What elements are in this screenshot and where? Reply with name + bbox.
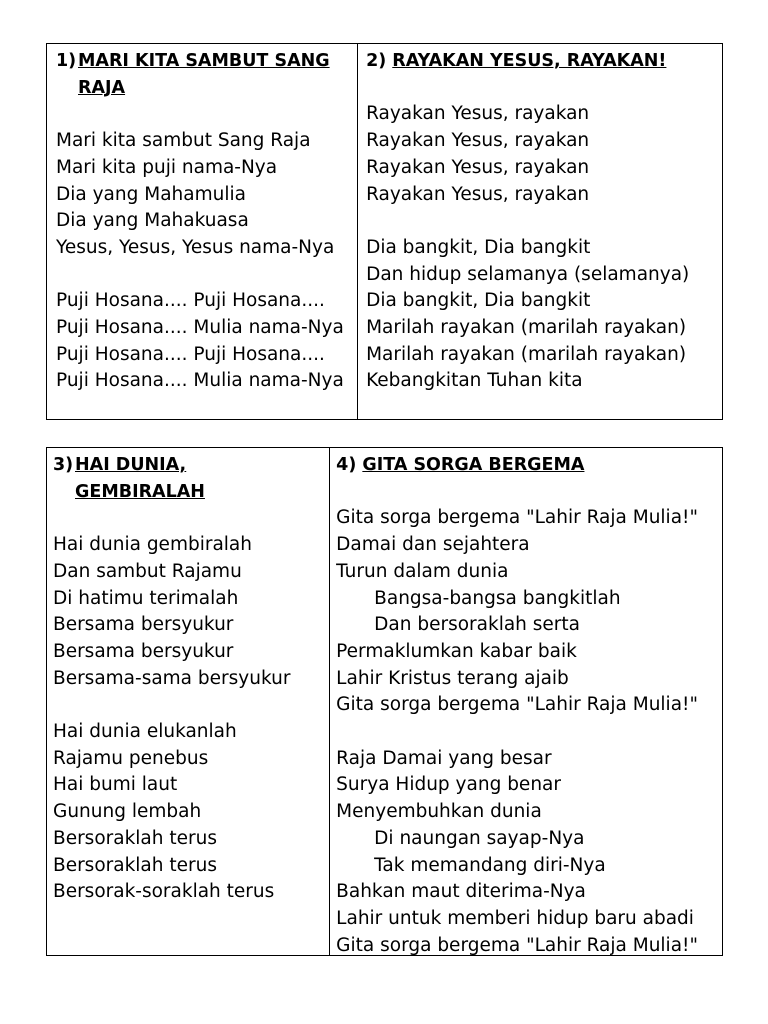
song-4-line: Damai dan sejahtera	[336, 534, 530, 556]
song-table-top	[46, 43, 723, 420]
song-2-line: Marilah rayakan (marilah rayakan)	[366, 343, 687, 365]
song-3-cell	[47, 448, 330, 955]
song-3-line: Bersama bersyukur	[53, 640, 234, 662]
song-2-line: Rayakan Yesus, rayakan	[366, 183, 590, 205]
song-4-line: Tak memandang diri-Nya	[374, 854, 606, 876]
song-3-line: Bersoraklah terus	[53, 827, 217, 849]
song-1-line: Puji Hosana.... Puji Hosana....	[56, 290, 325, 312]
song-3-line: Bersama bersyukur	[53, 614, 234, 636]
song-2-line: Dia bangkit, Dia bangkit	[366, 236, 591, 258]
song-3-number: 3)	[53, 455, 74, 475]
song-2-line: Rayakan Yesus, rayakan	[366, 103, 590, 125]
song-4-line: Raja Damai yang besar	[336, 747, 552, 769]
song-4-line: Gita sorga bergema "Lahir Raja Mulia!"	[336, 934, 698, 956]
song-3-line: Bersama-sama bersyukur	[53, 667, 291, 689]
song-4-line: Surya Hidup yang benar	[336, 774, 561, 796]
song-1-number: 1)	[56, 51, 77, 71]
song-4-line: Lahir Kristus terang ajaib	[336, 667, 569, 689]
song-4-line: Bahkan maut diterima-Nya	[336, 881, 586, 903]
song-1-line: Mari kita puji nama-Nya	[56, 156, 278, 178]
song-4-line: Turun dalam dunia	[336, 560, 509, 582]
song-1-line: Puji Hosana.... Mulia nama-Nya	[56, 370, 344, 392]
song-3-line: Hai dunia gembiralah	[53, 534, 252, 556]
song-1-heading	[56, 48, 357, 101]
song-4-line: Dan bersoraklah serta	[374, 614, 581, 636]
song-3-line: Dan sambut Rajamu	[53, 560, 242, 582]
song-4-line: Gita sorga bergema "Lahir Raja Mulia!"	[336, 507, 698, 529]
song-1-line: Puji Hosana.... Puji Hosana....	[56, 343, 325, 365]
song-3-line: Gunung lembah	[53, 801, 202, 823]
song-1-line: Puji Hosana.... Mulia nama-Nya	[56, 317, 344, 338]
song-4-line: Lahir untuk memberi hidup baru abadi	[336, 907, 694, 929]
song-2-title: RAYAKAN YESUS, RAYAKAN!	[392, 51, 667, 71]
song-2-line: Dan hidup selamanya (selamanya)	[366, 263, 690, 285]
song-1-line: Yesus, Yesus, Yesus nama-Nya	[56, 236, 335, 258]
song-4-line: Permaklumkan kabar baik	[336, 640, 577, 662]
song-3-heading	[53, 452, 329, 505]
song-1-cell	[47, 44, 358, 419]
song-1-line: Dia yang Mahamulia	[56, 183, 246, 205]
song-3-line: Bersoraklah terus	[53, 854, 217, 876]
song-2-line: Dia bangkit, Dia bangkit	[366, 290, 591, 312]
song-4-heading	[336, 452, 722, 479]
song-4-line: Gita sorga bergema "Lahir Raja Mulia!"	[336, 694, 698, 716]
song-2-number: 2)	[366, 51, 387, 71]
song-3-line: Rajamu penebus	[53, 747, 209, 769]
song-3-line: Bersorak-soraklah terus	[53, 881, 275, 903]
song-4-line: Menyembuhkan dunia	[336, 801, 542, 823]
song-4-cell	[330, 448, 722, 955]
song-2-line: Marilah rayakan (marilah rayakan)	[366, 317, 687, 338]
song-3-line: Hai bumi laut	[53, 774, 178, 796]
song-1-line: Dia yang Mahakuasa	[56, 210, 249, 232]
song-3-title: HAI DUNIA, GEMBIRALAH	[75, 455, 205, 502]
song-2-line: Rayakan Yesus, rayakan	[366, 156, 590, 178]
song-table-bottom	[46, 447, 723, 956]
song-1-title: MARI KITA SAMBUT SANG RAJA	[78, 51, 330, 98]
song-2-line: Kebangkitan Tuhan kita	[366, 370, 583, 392]
song-1-line: Mari kita sambut Sang Raja	[56, 130, 311, 152]
song-3-line: Di hatimu terimalah	[53, 587, 239, 609]
song-2-cell	[358, 44, 722, 419]
song-4-line: Di naungan sayap-Nya	[374, 827, 585, 849]
song-2-heading	[366, 48, 722, 75]
song-4-title: GITA SORGA BERGEMA	[362, 455, 585, 475]
song-2-line: Rayakan Yesus, rayakan	[366, 130, 590, 152]
song-4-line: Bangsa-bangsa bangkitlah	[374, 587, 621, 609]
song-4-number: 4)	[336, 455, 357, 475]
song-3-line: Hai dunia elukanlah	[53, 721, 237, 742]
